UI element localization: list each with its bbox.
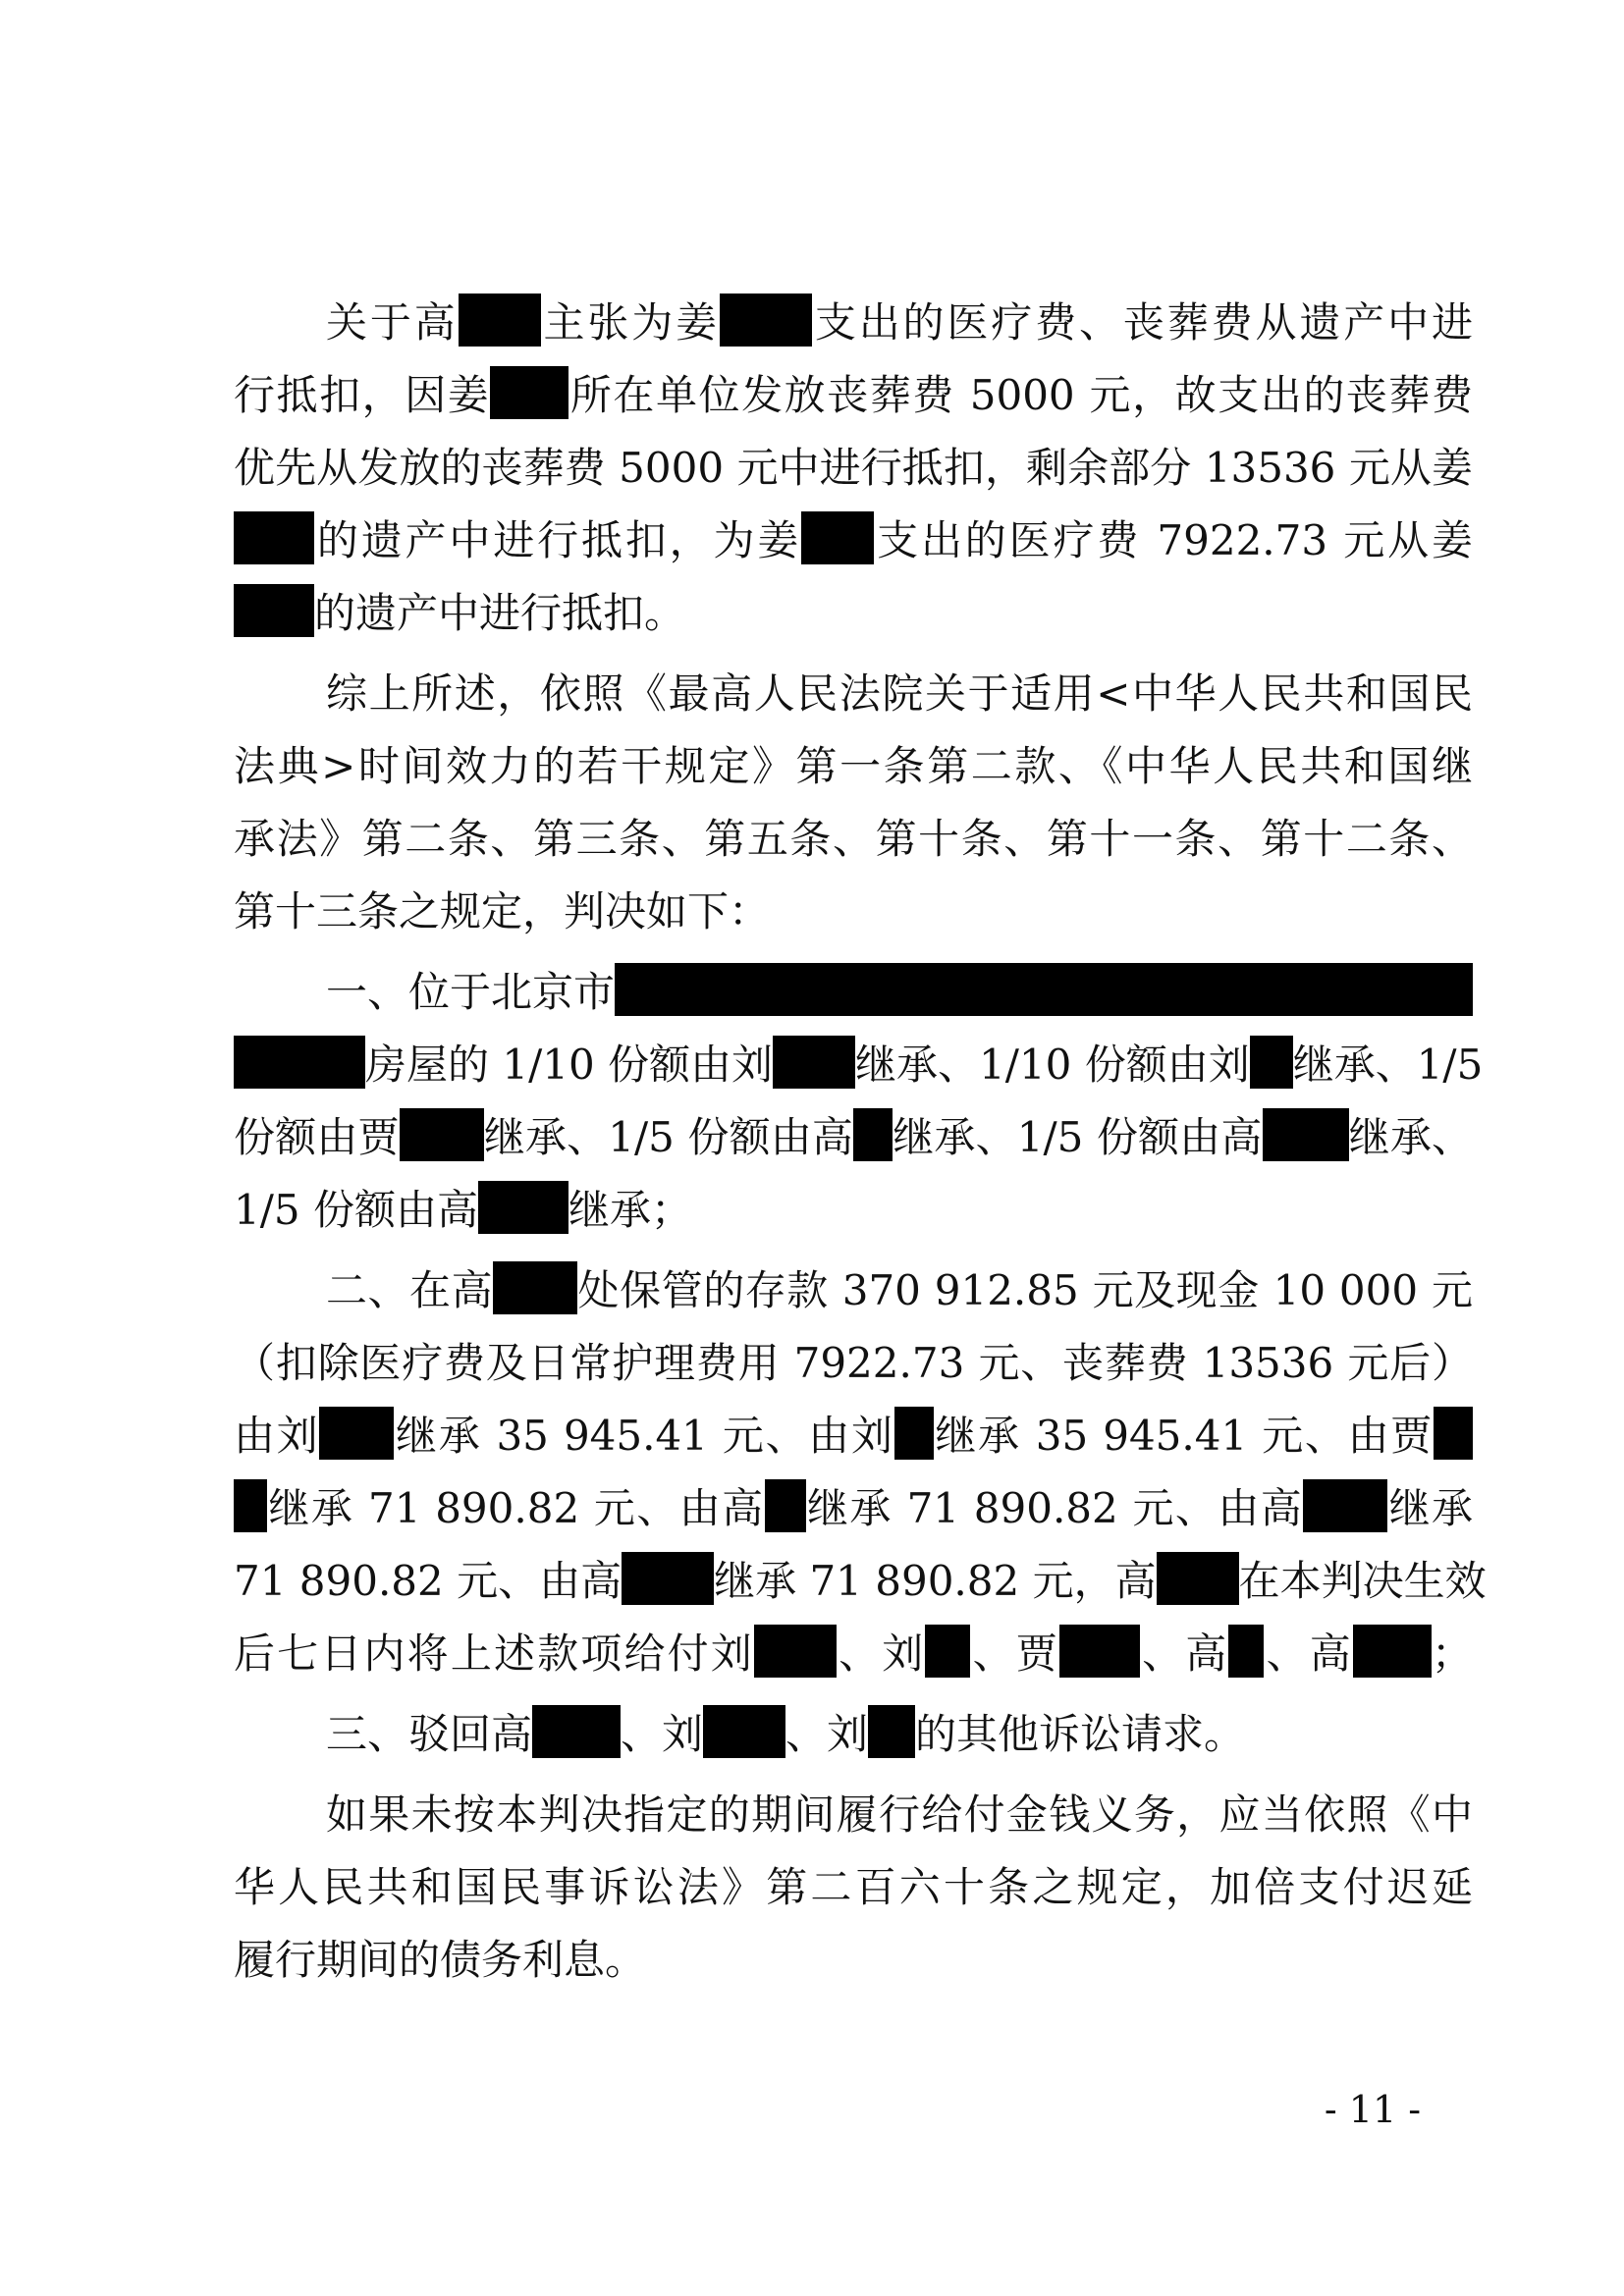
text-segment: 主张为姜 xyxy=(540,298,720,347)
text-segment: 继承 xyxy=(1387,1484,1473,1532)
text-segment: 如果未按本判决指定的期间履行给付金钱义务，应当依照《中 xyxy=(326,1790,1473,1839)
redaction-block xyxy=(1353,1625,1432,1678)
text-segment: 继承 35 945.41 元、由刘 xyxy=(394,1412,894,1460)
text-line xyxy=(234,1029,1484,1101)
text-segment: 、刘 xyxy=(785,1710,869,1758)
page-number: - 11 - xyxy=(1324,2088,1422,2131)
redaction-block xyxy=(773,1036,855,1089)
redaction-block xyxy=(234,511,314,564)
text-line xyxy=(234,1545,1487,1618)
text-segment: 支出的医疗费、丧葬费从遗产中进 xyxy=(811,298,1473,347)
text-segment: 的遗产中进行抵扣。 xyxy=(314,589,686,637)
text-segment: 继承、1/5 份额由高 xyxy=(893,1113,1263,1161)
text-segment: 支出的医疗费 7922.73 元从姜 xyxy=(874,516,1473,564)
text-line xyxy=(234,1618,1473,1690)
text-segment: 继承 71 890.82 元、由高 xyxy=(267,1484,765,1532)
text-segment: 继承、1/10 份额由刘 xyxy=(855,1041,1250,1089)
redaction-block xyxy=(1059,1625,1140,1678)
text-segment: 优先从发放的丧葬费 5000 元中进行抵扣，剩余部分 13536 元从姜 xyxy=(234,444,1473,492)
text-segment: 继承 35 945.41 元、由贾 xyxy=(933,1412,1434,1460)
text-line xyxy=(234,1400,1473,1472)
text-segment: 继承 71 890.82 元，高 xyxy=(714,1557,1157,1605)
text-segment: 二、在高 xyxy=(326,1266,494,1314)
text-line xyxy=(234,505,1473,577)
text-line xyxy=(234,577,1473,650)
text-segment: 综上所述，依照《最高人民法院关于适用<中华人民共和国民 xyxy=(326,669,1473,718)
redaction-block xyxy=(925,1625,970,1678)
redaction-block xyxy=(478,1181,568,1234)
redaction-block xyxy=(459,294,541,347)
text-segment: 华人民共和国民事诉讼法》第二百六十条之规定，加倍支付迟延 xyxy=(234,1863,1473,1911)
redaction-block xyxy=(490,366,568,419)
text-line xyxy=(326,658,1473,730)
text-segment: 继承； xyxy=(568,1186,692,1234)
text-segment: （扣除医疗费及日常护理费用 7922.73 元、丧葬费 13536 元后） xyxy=(234,1339,1473,1387)
text-segment: 履行期间的债务利息。 xyxy=(234,1936,647,1984)
text-line xyxy=(234,1472,1473,1545)
redaction-block xyxy=(765,1479,806,1532)
text-segment: 、高 xyxy=(1264,1629,1353,1678)
text-segment: 的遗产中进行抵扣，为姜 xyxy=(314,516,802,564)
text-line xyxy=(326,1698,1473,1771)
redaction-block xyxy=(703,1705,785,1758)
redaction-block xyxy=(1250,1036,1293,1089)
text-segment: 在本判决生效 xyxy=(1238,1557,1487,1605)
text-line xyxy=(234,432,1473,505)
text-segment: 份额由贾 xyxy=(234,1113,400,1161)
text-segment: 、刘 xyxy=(836,1629,926,1678)
redaction-block xyxy=(1263,1108,1349,1161)
text-segment: 房屋的 1/10 份额由刘 xyxy=(365,1041,774,1089)
text-segment: 1/5 份额由高 xyxy=(234,1186,478,1234)
redaction-block xyxy=(720,294,812,347)
redaction-block xyxy=(319,1407,394,1460)
text-segment: ； xyxy=(1431,1629,1473,1678)
text-line xyxy=(234,1924,1473,1997)
text-segment: 第十三条之规定，判决如下： xyxy=(234,887,771,935)
text-segment: 承法》第二条、第三条、第五条、第十条、第十一条、第十二条、 xyxy=(234,815,1473,863)
redaction-block xyxy=(1157,1552,1239,1605)
text-segment: 行抵扣，因姜 xyxy=(234,371,491,419)
redaction-block xyxy=(615,963,1473,1016)
redaction-block xyxy=(493,1261,577,1314)
redaction-block xyxy=(234,1036,365,1089)
text-segment: 、刘 xyxy=(621,1710,704,1758)
text-segment: 法典>时间效力的若干规定》第一条第二款、《中华人民共和国继 xyxy=(234,742,1473,790)
text-segment: 关于高 xyxy=(326,298,459,347)
text-segment: 继承、1/5 份额由高 xyxy=(483,1113,854,1161)
redaction-block xyxy=(234,1479,267,1532)
text-line xyxy=(234,730,1473,803)
text-segment: 、高 xyxy=(1139,1629,1229,1678)
text-segment: 所在单位发放丧葬费 5000 元，故支出的丧葬费 xyxy=(568,371,1473,419)
text-segment: 继承 71 890.82 元、由高 xyxy=(805,1484,1304,1532)
text-line xyxy=(326,287,1473,359)
text-line xyxy=(326,1779,1473,1851)
text-line xyxy=(234,1851,1473,1924)
text-segment: 的其他诉讼请求。 xyxy=(915,1710,1246,1758)
redaction-block xyxy=(754,1625,837,1678)
text-segment: 后七日内将上述款项给付刘 xyxy=(234,1629,754,1678)
redaction-block xyxy=(801,511,874,564)
text-segment: 、贾 xyxy=(970,1629,1059,1678)
redaction-block xyxy=(1303,1479,1387,1532)
redaction-block xyxy=(622,1552,714,1605)
redaction-block xyxy=(1434,1407,1473,1460)
redaction-block xyxy=(400,1108,484,1161)
text-line xyxy=(234,803,1473,876)
text-line xyxy=(234,1327,1473,1400)
text-segment: 一、位于北京市 xyxy=(326,968,616,1016)
redaction-block xyxy=(868,1705,915,1758)
text-segment: 继承、1/5 xyxy=(1292,1041,1484,1089)
redaction-block xyxy=(1228,1625,1264,1678)
redaction-block xyxy=(853,1108,893,1161)
redaction-block xyxy=(234,584,314,637)
text-segment: 继承、 xyxy=(1348,1113,1473,1161)
redaction-block xyxy=(894,1407,934,1460)
text-segment: 三、驳回高 xyxy=(326,1710,533,1758)
text-line xyxy=(326,1255,1473,1327)
text-line xyxy=(234,359,1473,432)
text-line xyxy=(326,956,1473,1029)
text-line xyxy=(234,1174,1473,1247)
text-segment: 71 890.82 元、由高 xyxy=(234,1557,623,1605)
text-line xyxy=(234,876,1473,948)
text-segment: 处保管的存款 370 912.85 元及现金 10 000 元 xyxy=(577,1266,1473,1314)
redaction-block xyxy=(532,1705,621,1758)
text-segment: 由刘 xyxy=(234,1412,320,1460)
text-line xyxy=(234,1101,1473,1174)
